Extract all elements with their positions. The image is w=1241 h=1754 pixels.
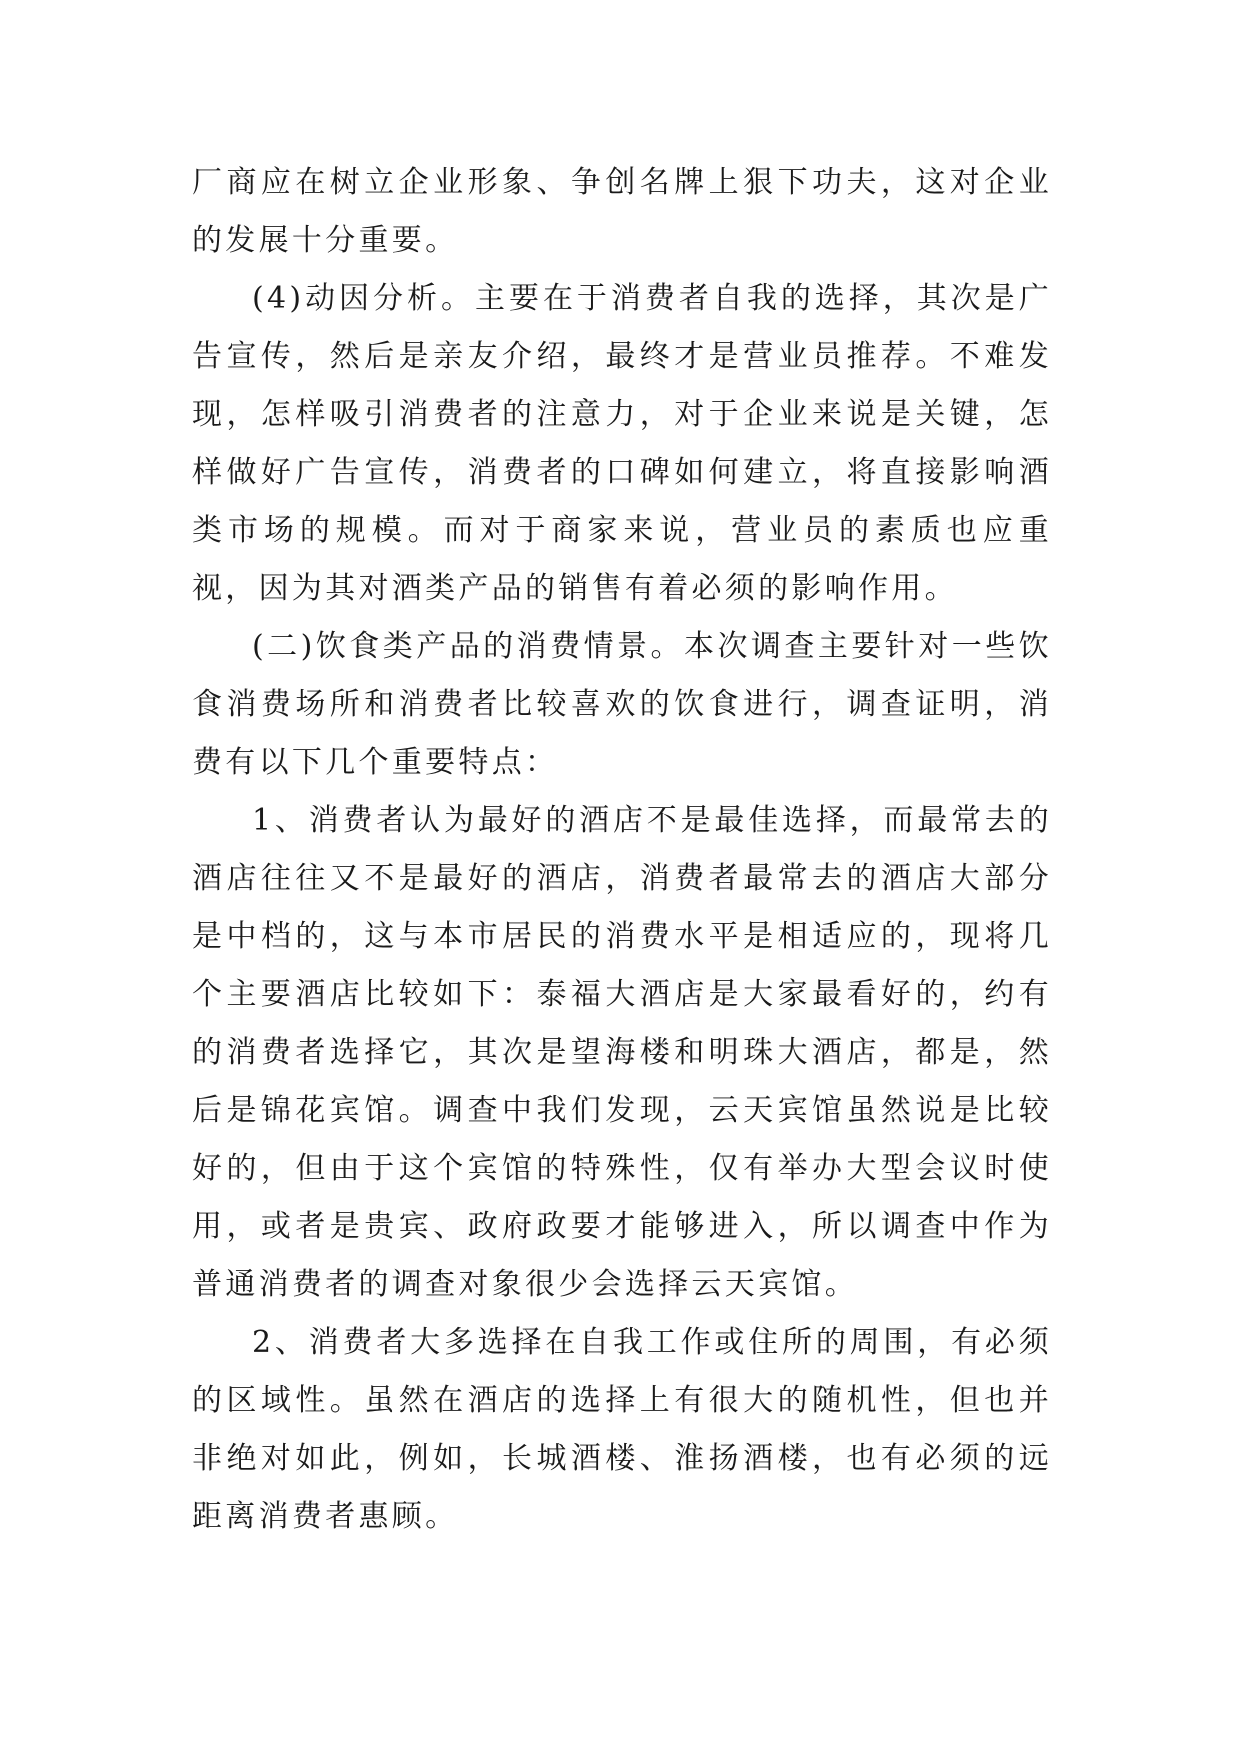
paragraph-point-2: 2、消费者大多选择在自我工作或住所的周围，有必须的区域性。虽然在酒店的选择上有很大的随机性，但也并非绝对如此，例如，长城酒楼、淮扬酒楼，也有必须的远距离消费者惠顾。 (192, 1325, 1052, 1534)
paragraph-motivation-analysis: (4)动因分析。主要在于消费者自我的选择，其次是广告宣传，然后是亲友介绍，最终才是营业员推荐。不难发现，怎样吸引消费者的注意力，对于企业来说是关键，怎样做好广告宣传，消费者的口碑如何建立，将直接影响酒类市场的规模。而对于商家来说，营业员的素质也应重视，因为其对酒类产品的销售有着必须的影响作用。 (192, 281, 1052, 606)
paragraph-brand-image: 厂商应在树立企业形象、争创名牌上狠下功夫，这对企业的发展十分重要。 (192, 165, 1052, 258)
paragraph-point-1: 1、消费者认为最好的酒店不是最佳选择，而最常去的酒店往往又不是最好的酒店，消费者最常去的酒店大部分是中档的，这与本市居民的消费水平是相适应的，现将几个主要酒店比较如下：泰福大酒店是大家最看好的，约有的消费者选择它，其次是望海楼和明珠大酒店，都是，然后是锦花宾馆。调查中我们发现，云天宾馆虽然说是比较好的，但由于这个宾馆的特殊性，仅有举办大型会议时使用，或者是贵宾、政府政要才能够进入，所以调查中作为普通消费者的调查对象很少会选择云天宾馆。 (192, 803, 1052, 1302)
paragraph-food-consumption: (二)饮食类产品的消费情景。本次调查主要针对一些饮食消费场所和消费者比较喜欢的饮食进行，调查证明，消费有以下几个重要特点： (192, 629, 1052, 780)
document-body (192, 154, 1052, 1546)
